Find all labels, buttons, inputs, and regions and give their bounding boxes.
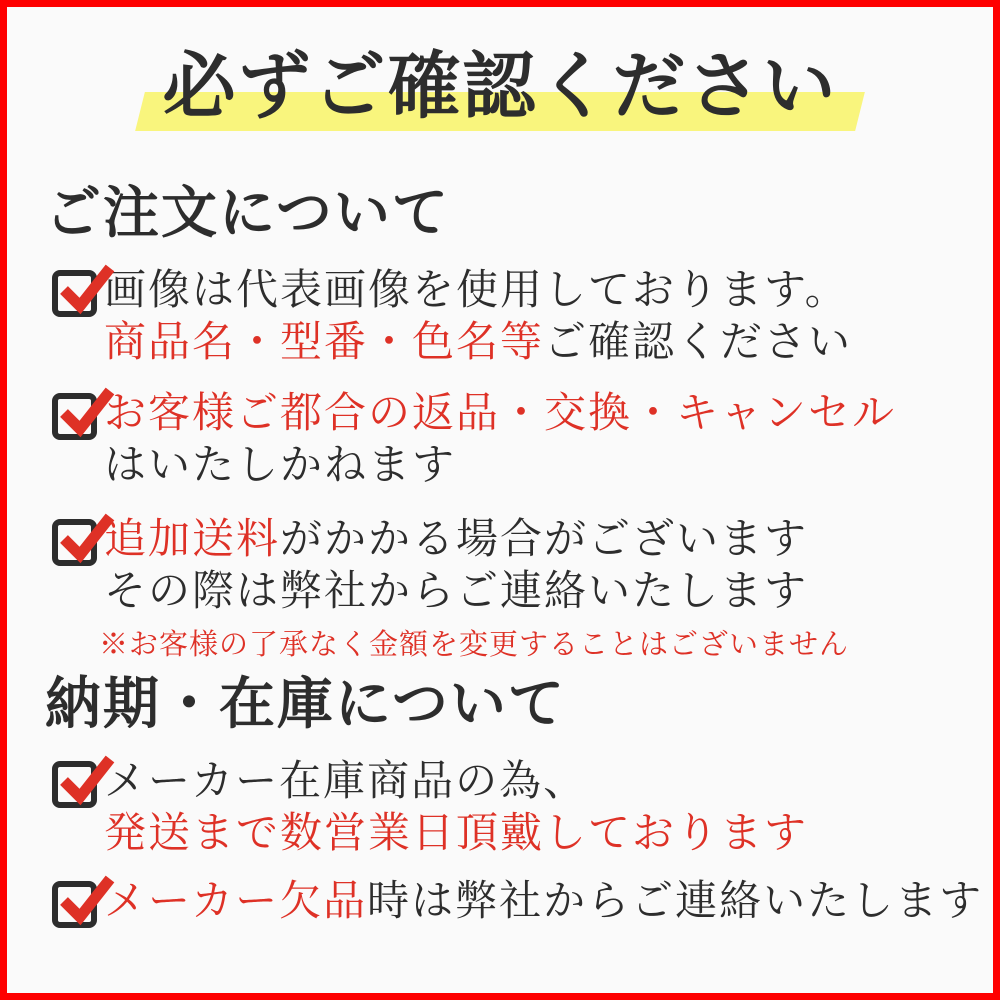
- checklist-item: [52, 514, 808, 618]
- text-segment-red: メーカー欠品: [104, 879, 368, 925]
- checklist-item: [52, 876, 983, 928]
- checkbox-icon: [52, 519, 97, 566]
- item-line: [104, 876, 983, 928]
- item-line: [104, 566, 808, 618]
- item-line: [104, 388, 896, 440]
- checklist-item: [52, 388, 896, 492]
- item-text: [104, 876, 983, 928]
- checklist-item: [52, 756, 808, 860]
- checkmark-icon: [58, 385, 116, 437]
- item-text: [104, 265, 852, 369]
- text-segment-red: 追加送料: [104, 517, 281, 563]
- checkmark-icon: [58, 262, 116, 314]
- item-line: [104, 756, 808, 808]
- checkbox-icon: [52, 270, 97, 317]
- checklist-item: [52, 265, 852, 369]
- section-heading-orders: ご注文について: [45, 183, 450, 245]
- item-line: [104, 808, 808, 860]
- checkmark-icon: [58, 753, 116, 805]
- checkbox-icon: [52, 761, 97, 808]
- item-text: [104, 756, 808, 860]
- text-segment-red: お客様ご都合の返品・交換・キャンセル: [104, 391, 897, 437]
- text-segment: その際は弊社からご連絡いたします: [104, 569, 809, 615]
- text-segment: メーカー在庫商品の為、: [104, 759, 588, 805]
- checkbox-icon: [52, 393, 97, 440]
- text-segment-red: 商品名・型番・色名等: [104, 320, 545, 366]
- item-line: [104, 514, 808, 566]
- text-segment: 画像は代表画像を使用しております。: [104, 268, 849, 314]
- text-segment: がかかる場合がございます: [280, 517, 809, 563]
- text-segment-red: 発送まで数営業日頂戴しております: [104, 811, 809, 857]
- text-segment: はいたしかねます: [104, 443, 457, 489]
- checkbox-icon: [52, 881, 97, 928]
- item-text: [104, 514, 808, 618]
- section-heading-stock: 納期・在庫について: [45, 674, 566, 736]
- item-line: [104, 265, 852, 317]
- checkmark-icon: [58, 873, 116, 925]
- text-segment: 時は弊社からご連絡いたします: [367, 879, 984, 925]
- item-line: [104, 317, 852, 369]
- checkmark-icon: [58, 511, 116, 563]
- item-text: [104, 388, 896, 492]
- page-title: 必ずご確認ください: [162, 46, 838, 127]
- text-segment: ご確認ください: [544, 320, 853, 366]
- item-line: [104, 440, 896, 492]
- note-text: ※お客様の了承なく金額を変更することはございません: [99, 629, 850, 661]
